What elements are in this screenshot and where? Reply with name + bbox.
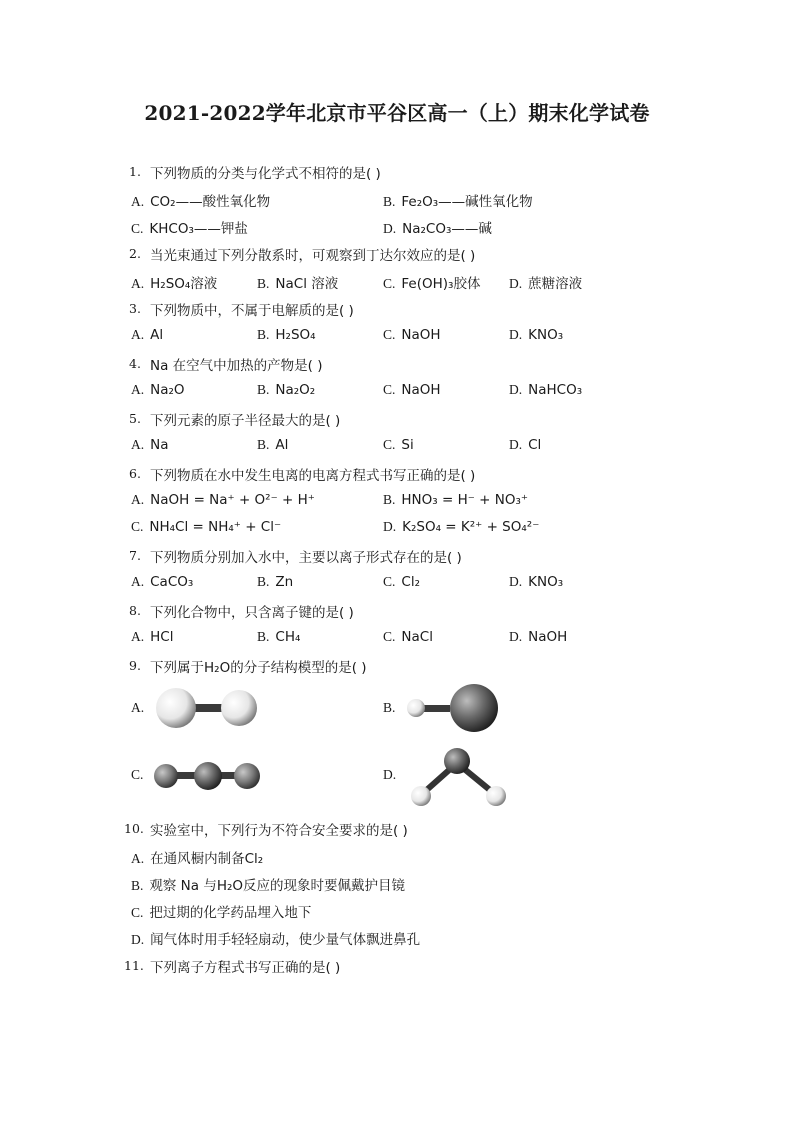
option-label: B.: [257, 327, 270, 342]
option-text: Al: [150, 327, 164, 343]
option-text: 闻气体时用手轻轻扇动，使少量气体飘进鼻孔: [150, 932, 421, 948]
question-number: 2.: [129, 246, 141, 261]
question-text: 下列属于H₂O的分子结构模型的是( ): [150, 660, 367, 676]
option-d: [383, 519, 539, 535]
option-label: D.: [383, 519, 397, 534]
option-text: KHCO₃——钾盐: [149, 221, 248, 237]
question-number: 11.: [124, 958, 144, 973]
option-text: CO₂——酸性氧化物: [150, 194, 271, 210]
option-text: Zn: [275, 574, 294, 590]
option-c: [383, 382, 441, 398]
option-text: Fe(OH)₃胶体: [401, 276, 481, 292]
option-label: A.: [131, 194, 145, 209]
option-label: B.: [383, 492, 396, 507]
option-label: B.: [257, 437, 270, 452]
option-label: D.: [509, 327, 523, 342]
option-label: C.: [383, 437, 396, 452]
question-text: 下列化合物中，只含离子键的是( ): [150, 605, 354, 621]
option-text: 观察 Na 与H₂O反应的现象时要佩戴护目镜: [149, 878, 406, 894]
question-number: 6.: [129, 466, 141, 481]
option-label: B.: [257, 574, 270, 589]
option-d: [131, 928, 420, 948]
option-label: B.: [383, 700, 396, 715]
option-text: Na₂O: [150, 382, 185, 398]
option-b: [257, 382, 315, 398]
option-text: H₂SO₄: [275, 327, 316, 343]
option-text: 把过期的化学药品埋入地下: [149, 905, 312, 921]
option-label: A.: [131, 276, 145, 291]
option-label: D.: [383, 221, 397, 236]
option-text: NaCl: [401, 629, 433, 645]
option-text: HNO₃ = H⁻ + NO₃⁺: [401, 492, 529, 508]
option-text: Fe₂O₃——碱性氧化物: [401, 194, 533, 210]
option-c: [131, 901, 311, 921]
option-label: D.: [509, 437, 523, 452]
molecule-model-d-image: [404, 743, 514, 809]
option-text: CH₄: [275, 629, 301, 645]
question-number: 9.: [129, 658, 141, 673]
option-b: [383, 190, 533, 210]
option-c: [131, 519, 281, 535]
option-label: C.: [131, 221, 144, 236]
option-text: 在通风橱内制备Cl₂: [150, 851, 264, 867]
option-label: D.: [509, 629, 523, 644]
option-text: Cl₂: [401, 574, 420, 590]
question-number: 10.: [124, 821, 144, 836]
option-a: [131, 700, 150, 716]
option-c: [383, 272, 480, 292]
option-label: D.: [383, 767, 397, 782]
option-label: A.: [131, 574, 145, 589]
option-text: NH₄Cl = NH₄⁺ + Cl⁻: [149, 519, 282, 535]
question-number: 5.: [129, 411, 141, 426]
option-c: [383, 327, 441, 343]
option-d: [509, 382, 582, 398]
option-d: [509, 629, 567, 645]
option-a: [131, 847, 263, 867]
option-label: C.: [131, 519, 144, 534]
option-text: HCl: [150, 629, 174, 645]
option-b: [257, 272, 338, 292]
option-b: [131, 874, 405, 894]
option-d: [509, 272, 582, 292]
question-text: 下列元素的原子半径最大的是( ): [150, 413, 341, 429]
option-b: [383, 700, 401, 716]
question-text: 下列物质中，不属于电解质的是( ): [150, 303, 354, 319]
option-label: A.: [131, 629, 145, 644]
option-b: [257, 629, 300, 645]
option-label: A.: [131, 382, 145, 397]
option-a: [131, 272, 217, 292]
option-d: [383, 217, 492, 237]
question-number: 4.: [129, 356, 141, 371]
molecule-model-a-image: [152, 684, 262, 734]
option-text: Si: [401, 437, 414, 453]
option-label: D.: [509, 382, 523, 397]
page-title: 2021-2022学年北京市平谷区高一（上）期末化学试卷: [144, 101, 650, 125]
option-text: Na₂CO₃——碱: [402, 221, 492, 237]
molecule-model-b-image: [402, 684, 502, 734]
option-label: D.: [509, 574, 523, 589]
question-text: 下列物质分别加入水中，主要以离子形式存在的是( ): [150, 550, 462, 566]
option-label: B.: [257, 382, 270, 397]
option-d: [509, 327, 563, 343]
option-label: C.: [383, 327, 396, 342]
question-text: 实验室中，下列行为不符合安全要求的是( ): [150, 823, 408, 839]
option-a: [131, 629, 173, 645]
option-text: Na₂O₂: [275, 382, 316, 398]
option-a: [131, 327, 163, 343]
option-text: CaCO₃: [150, 574, 194, 590]
option-label: A.: [131, 700, 145, 715]
option-a: [131, 190, 270, 210]
option-a: [131, 574, 193, 590]
option-text: NaOH: [401, 327, 441, 343]
option-b: [383, 492, 528, 508]
option-a: [131, 492, 315, 508]
option-label: A.: [131, 492, 145, 507]
option-c: [383, 437, 414, 453]
question-text: 下列物质在水中发生电离的电离方程式书写正确的是( ): [150, 468, 476, 484]
option-label: A.: [131, 851, 145, 866]
option-label: B.: [257, 629, 270, 644]
option-label: B.: [383, 194, 396, 209]
option-a: [131, 382, 185, 398]
option-label: C.: [383, 574, 396, 589]
option-text: H₂SO₄溶液: [150, 276, 218, 292]
option-c: [383, 574, 420, 590]
question-number: 1.: [129, 164, 141, 179]
molecule-model-c-image: [152, 758, 264, 794]
option-a: [131, 437, 169, 453]
option-label: C.: [383, 382, 396, 397]
option-label: D.: [131, 932, 145, 947]
option-label: D.: [509, 276, 523, 291]
option-b: [257, 327, 316, 343]
option-text: K₂SO₄ = K²⁺ + SO₄²⁻: [402, 519, 540, 535]
option-c: [131, 217, 248, 237]
question-number: 3.: [129, 301, 141, 316]
option-label: C.: [383, 629, 396, 644]
option-label: C.: [383, 276, 396, 291]
option-label: C.: [131, 905, 144, 920]
option-text: Al: [275, 437, 289, 453]
option-b: [257, 437, 288, 453]
option-text: 蔗糖溶液: [528, 276, 583, 292]
option-text: NaHCO₃: [528, 382, 583, 398]
option-d: [509, 437, 541, 453]
question-text: 下列物质的分类与化学式不相符的是( ): [150, 166, 381, 182]
option-text: NaOH = Na⁺ + O²⁻ + H⁺: [150, 492, 315, 508]
option-label: C.: [131, 767, 144, 782]
option-text: Cl: [528, 437, 542, 453]
question-text: 当光束通过下列分散系时，可观察到丁达尔效应的是( ): [150, 248, 476, 264]
option-text: KNO₃: [528, 327, 564, 343]
option-label: A.: [131, 437, 145, 452]
option-text: KNO₃: [528, 574, 564, 590]
question-text: 下列离子方程式书写正确的是( ): [150, 960, 341, 976]
option-c: [131, 767, 149, 783]
option-b: [257, 574, 293, 590]
option-text: Na: [150, 437, 169, 453]
option-text: NaCl 溶液: [275, 276, 339, 292]
option-text: NaOH: [401, 382, 441, 398]
option-d: [509, 574, 563, 590]
option-text: NaOH: [528, 629, 568, 645]
option-label: B.: [257, 276, 270, 291]
option-c: [383, 629, 433, 645]
question-text: Na 在空气中加热的产物是( ): [150, 358, 323, 374]
question-number: 8.: [129, 603, 141, 618]
question-number: 7.: [129, 548, 141, 563]
option-label: A.: [131, 327, 145, 342]
option-label: B.: [131, 878, 144, 893]
option-d: [383, 767, 402, 783]
